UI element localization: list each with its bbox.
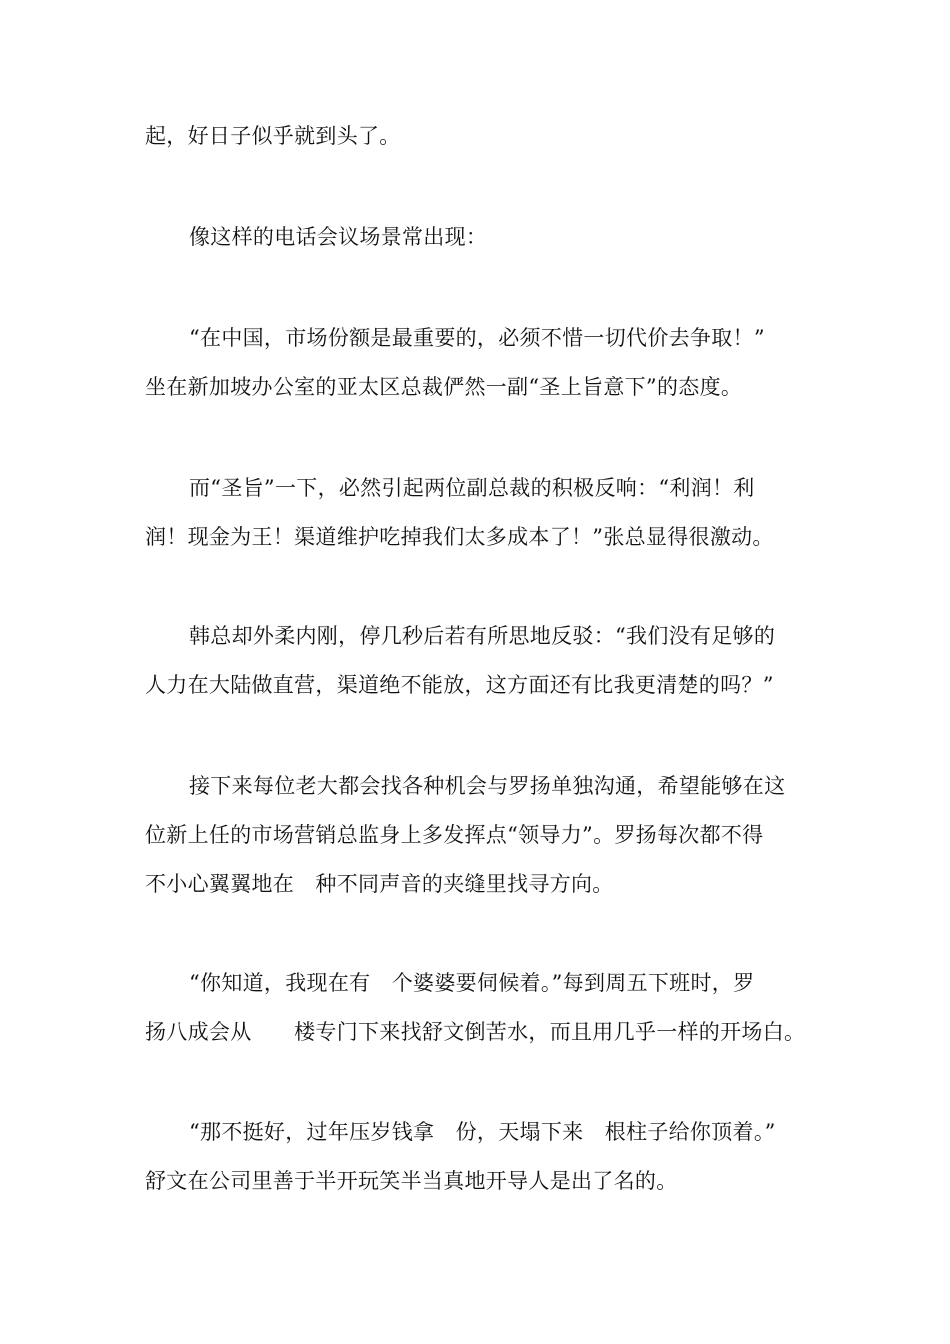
- text-line: 舒文在公司里善于半开玩笑半当真地开导人是出了名的。: [145, 1169, 678, 1193]
- text-line: “你知道，我现在有 个婆婆要伺候着。”每到周五下班时，罗: [189, 971, 755, 995]
- text-line: 而“圣旨”一下，必然引起两位副总裁的积极反响：“利润！利: [189, 476, 755, 500]
- text-line: “在中国，市场份额是最重要的，必须不惜一切代价去争取！”: [189, 326, 765, 350]
- text-line: 润！现金为王！渠道维护吃掉我们太多成本了！”张总显得很激动。: [145, 525, 774, 549]
- text-line: 人力在大陆做直营，渠道绝不能放，这方面还有比我更清楚的吗？”: [145, 673, 774, 697]
- text-line: 扬八成会从 楼专门下来找舒文倒苦水，而且用几乎一样的开场白。: [145, 1020, 806, 1044]
- text-line: 不小心翼翼地在 种不同声音的夹缝里找寻方向。: [145, 872, 614, 896]
- text-line: 接下来每位老大都会找各种机会与罗扬单独沟通，希望能够在这: [189, 774, 786, 798]
- text-line: 坐在新加坡办公室的亚太区总裁俨然一副“圣上旨意下”的态度。: [145, 375, 743, 399]
- text-line: 韩总却外柔内刚，停几秒后若有所思地反驳：“我们没有足够的: [189, 624, 776, 648]
- text-line: 像这样的电话会议场景常出现：: [189, 225, 488, 249]
- text-line: 起，好日子似乎就到头了。: [145, 124, 401, 148]
- text-line: “那不挺好，过年压岁钱拿 份，天塌下来 根柱子给你顶着。”: [189, 1120, 776, 1144]
- text-line: 位新上任的市场营销总监身上多发挥点“领导力”。罗扬每次都不得: [145, 823, 764, 847]
